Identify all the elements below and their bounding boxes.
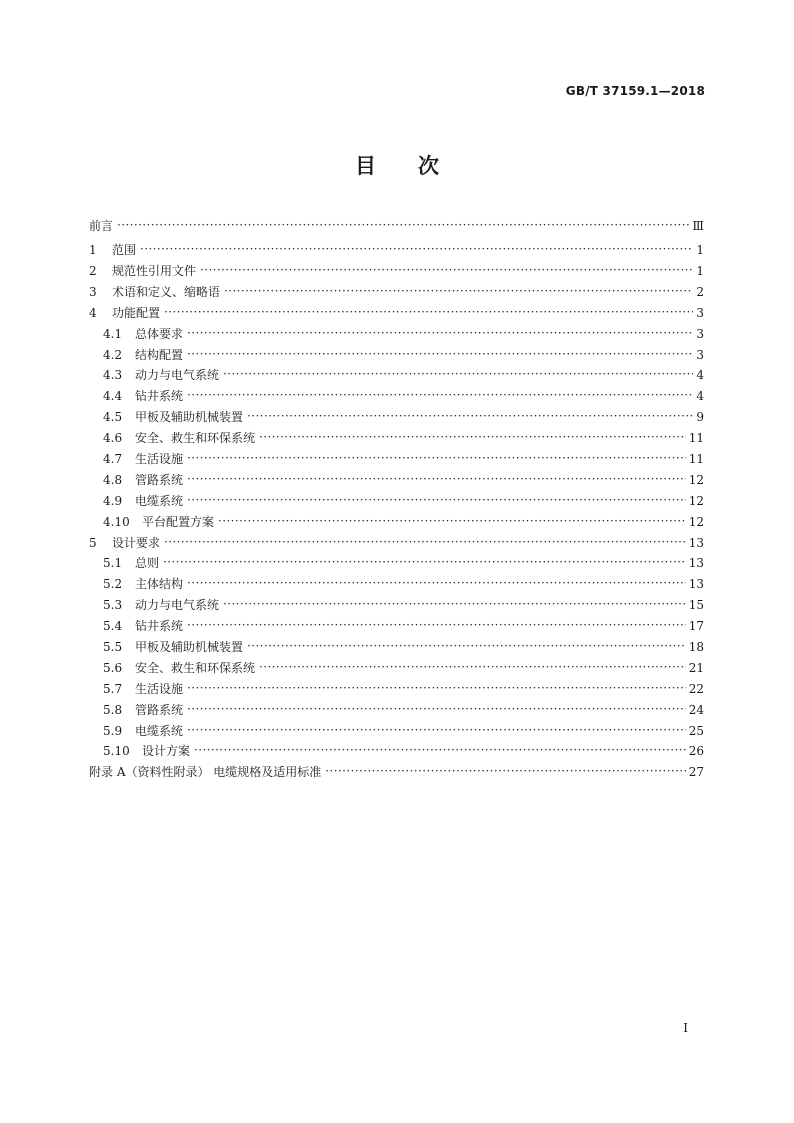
toc-entry[interactable] — [89, 324, 704, 345]
toc-entry-number: 5.2 — [103, 577, 123, 592]
dot-leader — [224, 281, 693, 302]
toc-entry[interactable] — [89, 386, 704, 407]
toc-entry-number: 4.9 — [103, 493, 123, 508]
toc-entry-page: 2 — [696, 284, 704, 299]
toc-entry-page: 24 — [688, 702, 704, 717]
toc-entry-title: 甲板及辅助机械装置 — [135, 410, 244, 425]
toc-entry-number: 4.1 — [103, 326, 123, 341]
toc-entry-page: 3 — [696, 326, 704, 341]
toc-entry-page: 13 — [688, 535, 704, 550]
toc-entry-page: 15 — [688, 598, 704, 613]
toc-entry-title: 安全、救生和环保系统 — [135, 660, 256, 675]
toc-entry[interactable] — [89, 721, 704, 742]
toc-entry[interactable] — [89, 240, 704, 261]
toc-entry-number: 5 — [89, 535, 97, 550]
toc-entry-number: 5.7 — [103, 681, 123, 696]
toc-entry-number: 5.10 — [103, 744, 130, 759]
toc-entry-title: 安全、救生和环保系统 — [135, 431, 256, 446]
toc-entry-number: 4.5 — [103, 410, 123, 425]
toc-entry-page: 17 — [688, 619, 704, 634]
dot-leader — [200, 260, 693, 281]
toc-entry-title: 管路系统 — [135, 472, 184, 487]
toc-entry-title: 附录 A（资料性附录） 电缆规格及适用标准 — [89, 765, 322, 780]
toc-entry-title: 电缆系统 — [135, 723, 184, 738]
dot-leader — [187, 615, 686, 636]
toc-entry[interactable] — [89, 261, 704, 282]
toc-entry[interactable] — [89, 616, 704, 637]
dot-leader — [223, 364, 693, 385]
toc-entry-title: 前言 — [89, 219, 114, 233]
toc-entry[interactable] — [89, 700, 704, 721]
dot-leader — [247, 406, 693, 427]
toc-entry-title: 动力与电气系统 — [135, 598, 220, 613]
toc-entry[interactable] — [89, 533, 704, 554]
dot-leader — [218, 511, 686, 532]
toc-entry-title: 总则 — [135, 556, 160, 571]
dot-leader — [259, 427, 686, 448]
toc-entry-number: 5.9 — [103, 723, 123, 738]
toc-entry-page: 9 — [696, 410, 704, 425]
toc-entry-title: 管路系统 — [135, 702, 184, 717]
toc-entry-title: 电缆系统 — [135, 493, 184, 508]
toc-entry-page: 13 — [688, 577, 704, 592]
toc-entry-title: 规范性引用文件 — [112, 263, 197, 278]
toc-entry-title: 生活设施 — [135, 681, 184, 696]
toc-entry[interactable] — [89, 553, 704, 574]
toc-entry-title: 结构配置 — [135, 347, 184, 362]
title-char-2: 次 — [418, 154, 439, 178]
toc-entry[interactable] — [89, 407, 704, 428]
toc-entry-page: 25 — [688, 723, 704, 738]
toc-entry-page: 3 — [696, 347, 704, 362]
toc-entry-number: 5.1 — [103, 556, 123, 571]
toc-entry-title: 设计方案 — [142, 744, 191, 759]
toc-entry[interactable] — [89, 637, 704, 658]
dot-leader — [247, 636, 686, 657]
toc-entry[interactable] — [89, 512, 704, 533]
toc-entry-page: 22 — [688, 681, 704, 696]
dot-leader — [187, 385, 693, 406]
dot-leader — [163, 552, 686, 573]
toc-entry-title: 术语和定义、缩略语 — [112, 284, 221, 299]
toc-entry-number: 4.8 — [103, 472, 123, 487]
dot-leader — [187, 448, 686, 469]
toc-entry[interactable] — [89, 679, 704, 700]
dot-leader — [325, 761, 685, 782]
toc-entry-title: 甲板及辅助机械装置 — [135, 640, 244, 654]
toc-entry-number: 1 — [89, 243, 97, 258]
dot-leader — [187, 490, 686, 511]
dot-leader — [117, 215, 689, 236]
standard-code: GB/T 37159.1—2018 — [565, 84, 705, 98]
toc-entry-title: 钻井系统 — [135, 619, 184, 634]
toc-entry-number: 2 — [89, 263, 97, 278]
toc-entry-number: 4 — [89, 305, 97, 320]
toc-entry-number: 4.6 — [103, 431, 123, 446]
toc-entry-number: 5.3 — [103, 598, 123, 613]
toc-entry-page: 4 — [696, 389, 704, 404]
toc-entry-page: Ⅲ — [692, 219, 704, 233]
toc-entry-title: 范围 — [112, 243, 137, 258]
toc-entry-page: 12 — [688, 514, 704, 529]
toc-entry-page: 11 — [688, 431, 704, 446]
dot-leader — [194, 740, 686, 761]
dot-leader — [187, 344, 693, 365]
dot-leader — [259, 657, 686, 678]
toc-entry[interactable] — [89, 574, 704, 595]
toc-entry-title: 平台配置方案 — [142, 514, 215, 529]
toc-entry-title: 设计要求 — [112, 535, 161, 550]
toc-entry[interactable] — [89, 428, 704, 449]
toc-entry-number: 5.6 — [103, 660, 123, 675]
toc-entry-title: 生活设施 — [135, 451, 184, 466]
toc-entry-page: 26 — [688, 744, 704, 759]
toc-entry-title: 钻井系统 — [135, 389, 184, 404]
title-char-1: 目 — [355, 154, 376, 178]
dot-leader — [187, 678, 686, 699]
page-title — [0, 150, 794, 180]
toc-entry[interactable] — [89, 762, 704, 783]
toc-entry-page: 13 — [688, 556, 704, 571]
toc-entry[interactable] — [89, 303, 704, 324]
dot-leader — [187, 699, 686, 720]
dot-leader — [187, 323, 693, 344]
toc-entry[interactable] — [89, 345, 704, 366]
toc-entry-number: 5.8 — [103, 702, 123, 717]
dot-leader — [187, 469, 686, 490]
dot-leader — [187, 573, 686, 594]
toc-entry[interactable] — [89, 449, 704, 470]
toc-entry-number: 5.4 — [103, 619, 123, 634]
toc-entry-number: 4.3 — [103, 368, 123, 383]
toc-entry[interactable] — [89, 595, 704, 616]
toc-entry-title: 动力与电气系统 — [135, 368, 220, 383]
toc-entry-number: 4.7 — [103, 451, 123, 466]
toc-entry[interactable] — [89, 741, 704, 762]
toc-entry[interactable] — [89, 216, 704, 237]
toc-entry[interactable] — [89, 470, 704, 491]
toc-entry-page: 1 — [696, 243, 704, 258]
toc-entry-page: 12 — [688, 472, 704, 487]
footer-page-number: Ⅰ — [683, 1021, 688, 1035]
toc-entry-page: 4 — [696, 368, 704, 383]
toc-entry[interactable] — [89, 658, 704, 679]
toc-entry-title: 主体结构 — [135, 577, 184, 592]
toc-entry-number: 3 — [89, 284, 97, 299]
dot-leader — [164, 532, 686, 553]
toc-entry-page: 12 — [688, 493, 704, 508]
toc-entry-page: 18 — [688, 640, 704, 654]
toc-entry-page: 3 — [696, 305, 704, 320]
dot-leader — [223, 594, 686, 615]
toc-entry-page: 21 — [688, 660, 704, 675]
dot-leader — [164, 302, 693, 323]
toc-entry[interactable] — [89, 365, 704, 386]
toc-entry-page: 1 — [696, 263, 704, 278]
table-of-contents — [89, 216, 704, 783]
toc-entry-title: 总体要求 — [135, 326, 184, 341]
dot-leader — [140, 239, 693, 260]
toc-entry-number: 4.2 — [103, 347, 123, 362]
toc-entry-number: 4.10 — [103, 514, 130, 529]
toc-entry-number: 5.5 — [103, 640, 123, 654]
dot-leader — [187, 720, 686, 741]
toc-entry-number: 4.4 — [103, 389, 123, 404]
toc-entry[interactable] — [89, 282, 704, 303]
toc-entry-page: 27 — [688, 765, 704, 780]
toc-entry-page: 11 — [688, 451, 704, 466]
toc-entry-title: 功能配置 — [112, 305, 161, 320]
toc-entry[interactable] — [89, 491, 704, 512]
